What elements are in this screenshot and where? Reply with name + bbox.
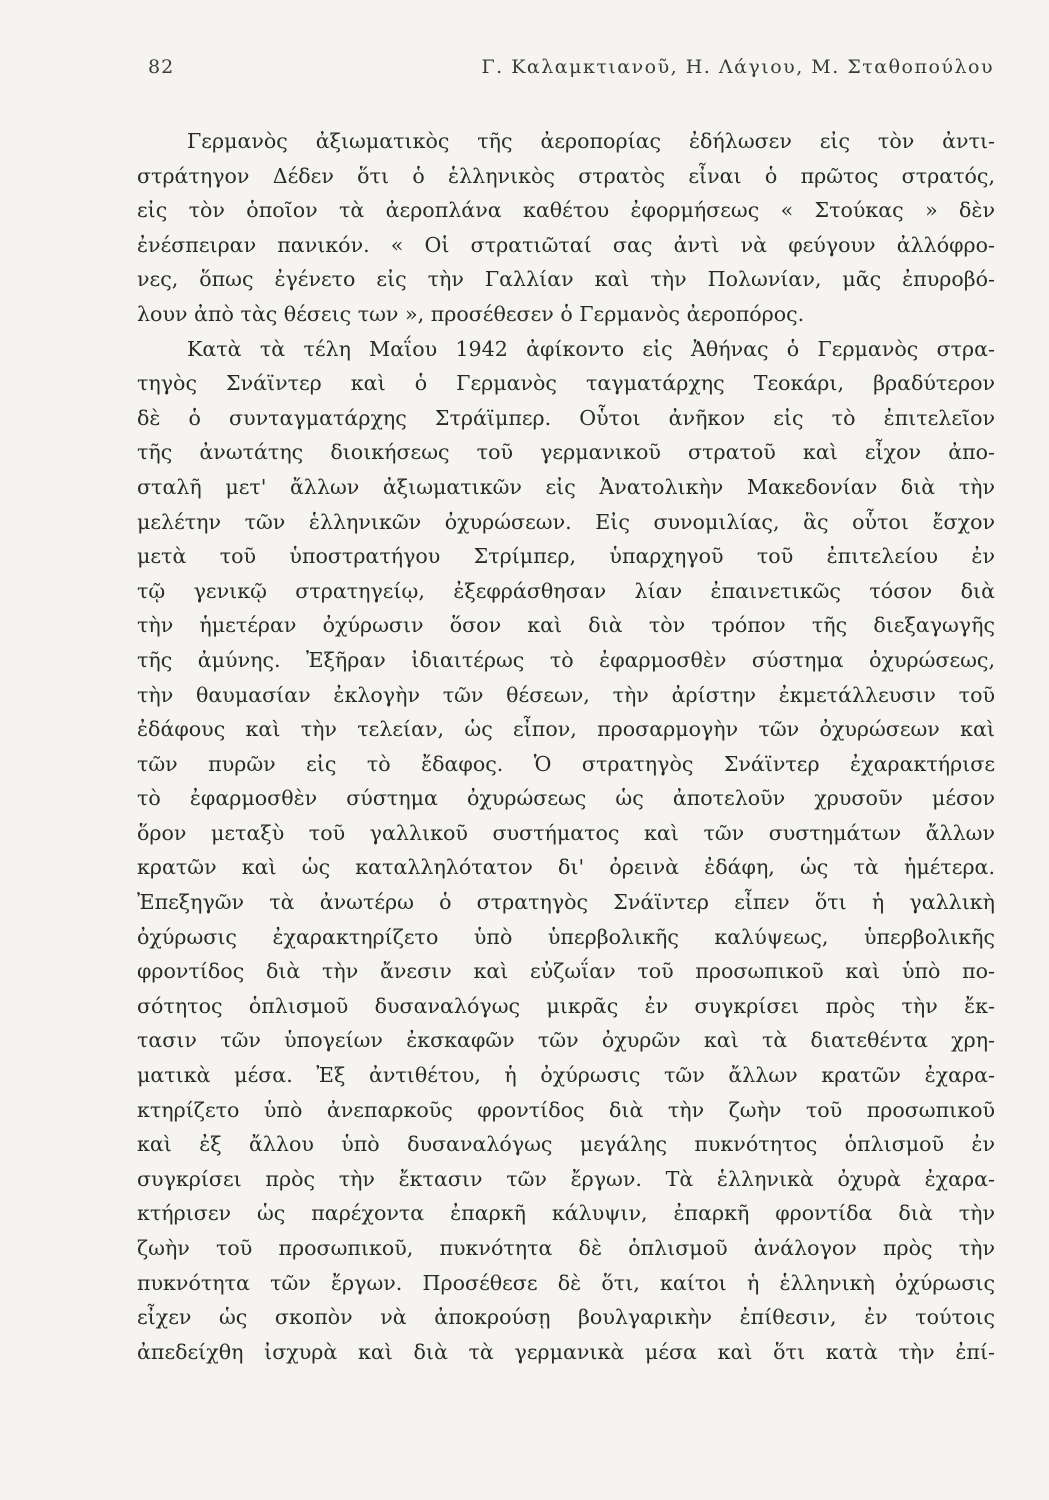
- text-line: συγκρίσει πρὸς τὴν ἔκτασιν τῶν ἔργων. Τὰ ἑλληνικὰ ὀχυρὰ ἐχαρα-: [137, 1166, 995, 1191]
- text-line: ἀπεδείχθη ἰσχυρὰ καὶ διὰ τὰ γερμανικὰ μέσα καὶ ὅτι κατὰ τὴν ἐπί-: [137, 1339, 995, 1364]
- text-line: πυκνότητα τῶν ἔργων. Προσέθεσε δὲ ὅτι, καίτοι ἡ ἑλληνικὴ ὀχύρωσις: [137, 1270, 995, 1295]
- text-line: φροντίδος διὰ τὴν ἄνεσιν καὶ εὐζωΐαν τοῦ προσωπικοῦ καὶ ὑπὸ πο-: [137, 959, 995, 984]
- body-text: [137, 124, 995, 1369]
- text-line: ὀχύρωσις ἐχαρακτηρίζετο ὑπὸ ὑπερβολικῆς καλύψεως, ὑπερβολικῆς: [137, 924, 995, 949]
- text-line: μετὰ τοῦ ὑποστρατήγου Στρίμπερ, ὑπαρχηγοῦ τοῦ ἐπιτελείου ἐν: [137, 544, 995, 569]
- text-line: λουν ἀπὸ τὰς θέσεις των », προσέθεσεν ὁ Γερμανὸς ἀεροπόρος.: [137, 301, 805, 326]
- text-line: κτηρίζετο ὑπὸ ἀνεπαρκοῦς φροντίδος διὰ τὴν ζωὴν τοῦ προσωπικοῦ: [137, 1097, 995, 1122]
- text-line: Κατὰ τὰ τέλη Μαΐου 1942 ἀφίκοντο εἰς Ἀθήνας ὁ Γερμανὸς στρα-: [187, 336, 995, 361]
- text-line: τὴν ἡμετέραν ὀχύρωσιν ὅσον καὶ διὰ τὸν τρόπον τῆς διεξαγωγῆς: [137, 613, 995, 638]
- text-line: τῆς ἀμύνης. Ἐξῆραν ἰδιαιτέρως τὸ ἐφαρμοσθὲν σύστημα ὀχυρώσεως,: [137, 647, 995, 672]
- text-line: σταλῆ μετ' ἄλλων ἀξιωματικῶν εἰς Ἀνατολικὴν Μακεδονίαν διὰ τὴν: [137, 474, 995, 499]
- text-line: εἰς τὸν ὁποῖον τὰ ἀεροπλάνα καθέτου ἐφορμήσεως « Στούκας » δὲν: [137, 198, 995, 223]
- text-line: νες, ὅπως ἐγένετο εἰς τὴν Γαλλίαν καὶ τὴν Πολωνίαν, μᾶς ἐπυροβό-: [137, 267, 995, 292]
- running-head: Γ. Καλαμκτιανοῦ, Η. Λάγιου, Μ. Σταθοπούλου: [481, 56, 994, 78]
- text-line: ὅρον μεταξὺ τοῦ γαλλικοῦ συστήματος καὶ τῶν συστημάτων ἄλλων: [137, 820, 995, 845]
- text-line: ἐνέσπειραν πανικόν. « Οἱ στρατιῶταί σας ἀντὶ νὰ φεύγουν ἀλλόφρο-: [137, 232, 995, 257]
- text-line: Ἐπεξηγῶν τὰ ἀνωτέρω ὁ στρατηγὸς Σνάϊντερ εἶπεν ὅτι ἡ γαλλικὴ: [137, 890, 995, 915]
- text-line: σότητος ὁπλισμοῦ δυσαναλόγως μικρᾶς ἐν συγκρίσει πρὸς τὴν ἔκ-: [137, 993, 995, 1018]
- text-line: εἶχεν ὡς σκοπὸν νὰ ἀποκρούσῃ βουλγαρικὴν ἐπίθεσιν, ἐν τούτοις: [137, 1305, 995, 1330]
- text-line: ματικὰ μέσα. Ἐξ ἀντιθέτου, ἡ ὀχύρωσις τῶν ἄλλων κρατῶν ἐχαρα-: [137, 1063, 995, 1088]
- page-header: [148, 56, 994, 86]
- text-line: τῷ γενικῷ στρατηγείῳ, ἐξεφράσθησαν λίαν ἐπαινετικῶς τόσον διὰ: [137, 578, 995, 603]
- text-line: τῆς ἀνωτάτης διοικήσεως τοῦ γερμανικοῦ στρατοῦ καὶ εἶχον ἀπο-: [137, 440, 995, 465]
- page-number: 82: [148, 56, 175, 78]
- text-line: στράτηγον Δέδεν ὅτι ὁ ἑλληνικὸς στρατὸς εἶναι ὁ πρῶτος στρατός,: [137, 163, 995, 188]
- text-line: τασιν τῶν ὑπογείων ἐκσκαφῶν τῶν ὀχυρῶν καὶ τὰ διατεθέντα χρη-: [137, 1028, 995, 1053]
- text-line: ἐδάφους καὶ τὴν τελείαν, ὡς εἶπον, προσαρμογὴν τῶν ὀχυρώσεων καὶ: [137, 717, 995, 742]
- text-line: τῶν πυρῶν εἰς τὸ ἔδαφος. Ὁ στρατηγὸς Σνάϊντερ ἐχαρακτήρισε: [137, 751, 995, 776]
- text-line: τὸ ἐφαρμοσθὲν σύστημα ὀχυρώσεως ὡς ἀποτελοῦν χρυσοῦν μέσον: [137, 786, 995, 811]
- text-line: τηγὸς Σνάϊντερ καὶ ὁ Γερμανὸς ταγματάρχης Τεοκάρι, βραδύτερον: [137, 371, 995, 396]
- text-line: τὴν θαυμασίαν ἐκλογὴν τῶν θέσεων, τὴν ἀρίστην ἐκμετάλλευσιν τοῦ: [137, 682, 995, 707]
- text-line: κρατῶν καὶ ὡς καταλληλότατον δι' ὀρεινὰ ἐδάφη, ὡς τὰ ἡμέτερα.: [137, 855, 995, 880]
- text-line: καὶ ἐξ ἄλλου ὑπὸ δυσαναλόγως μεγάλης πυκνότητος ὁπλισμοῦ ἐν: [137, 1132, 995, 1157]
- text-line: δὲ ὁ συνταγματάρχης Στράϊμπερ. Οὗτοι ἀνῆκον εἰς τὸ ἐπιτελεῖον: [137, 405, 995, 430]
- text-line: μελέτην τῶν ἑλληνικῶν ὀχυρώσεων. Εἰς συνομιλίας, ἃς οὗτοι ἔσχον: [137, 509, 995, 534]
- text-line: κτήρισεν ὡς παρέχοντα ἐπαρκῆ κάλυψιν, ἐπαρκῆ φροντίδα διὰ τὴν: [137, 1201, 995, 1226]
- text-line: Γερμανὸς ἀξιωματικὸς τῆς ἀεροπορίας ἐδήλωσεν εἰς τὸν ἀντι-: [187, 129, 995, 153]
- text-line: ζωὴν τοῦ προσωπικοῦ, πυκνότητα δὲ ὁπλισμοῦ ἀνάλογον πρὸς τὴν: [137, 1236, 995, 1260]
